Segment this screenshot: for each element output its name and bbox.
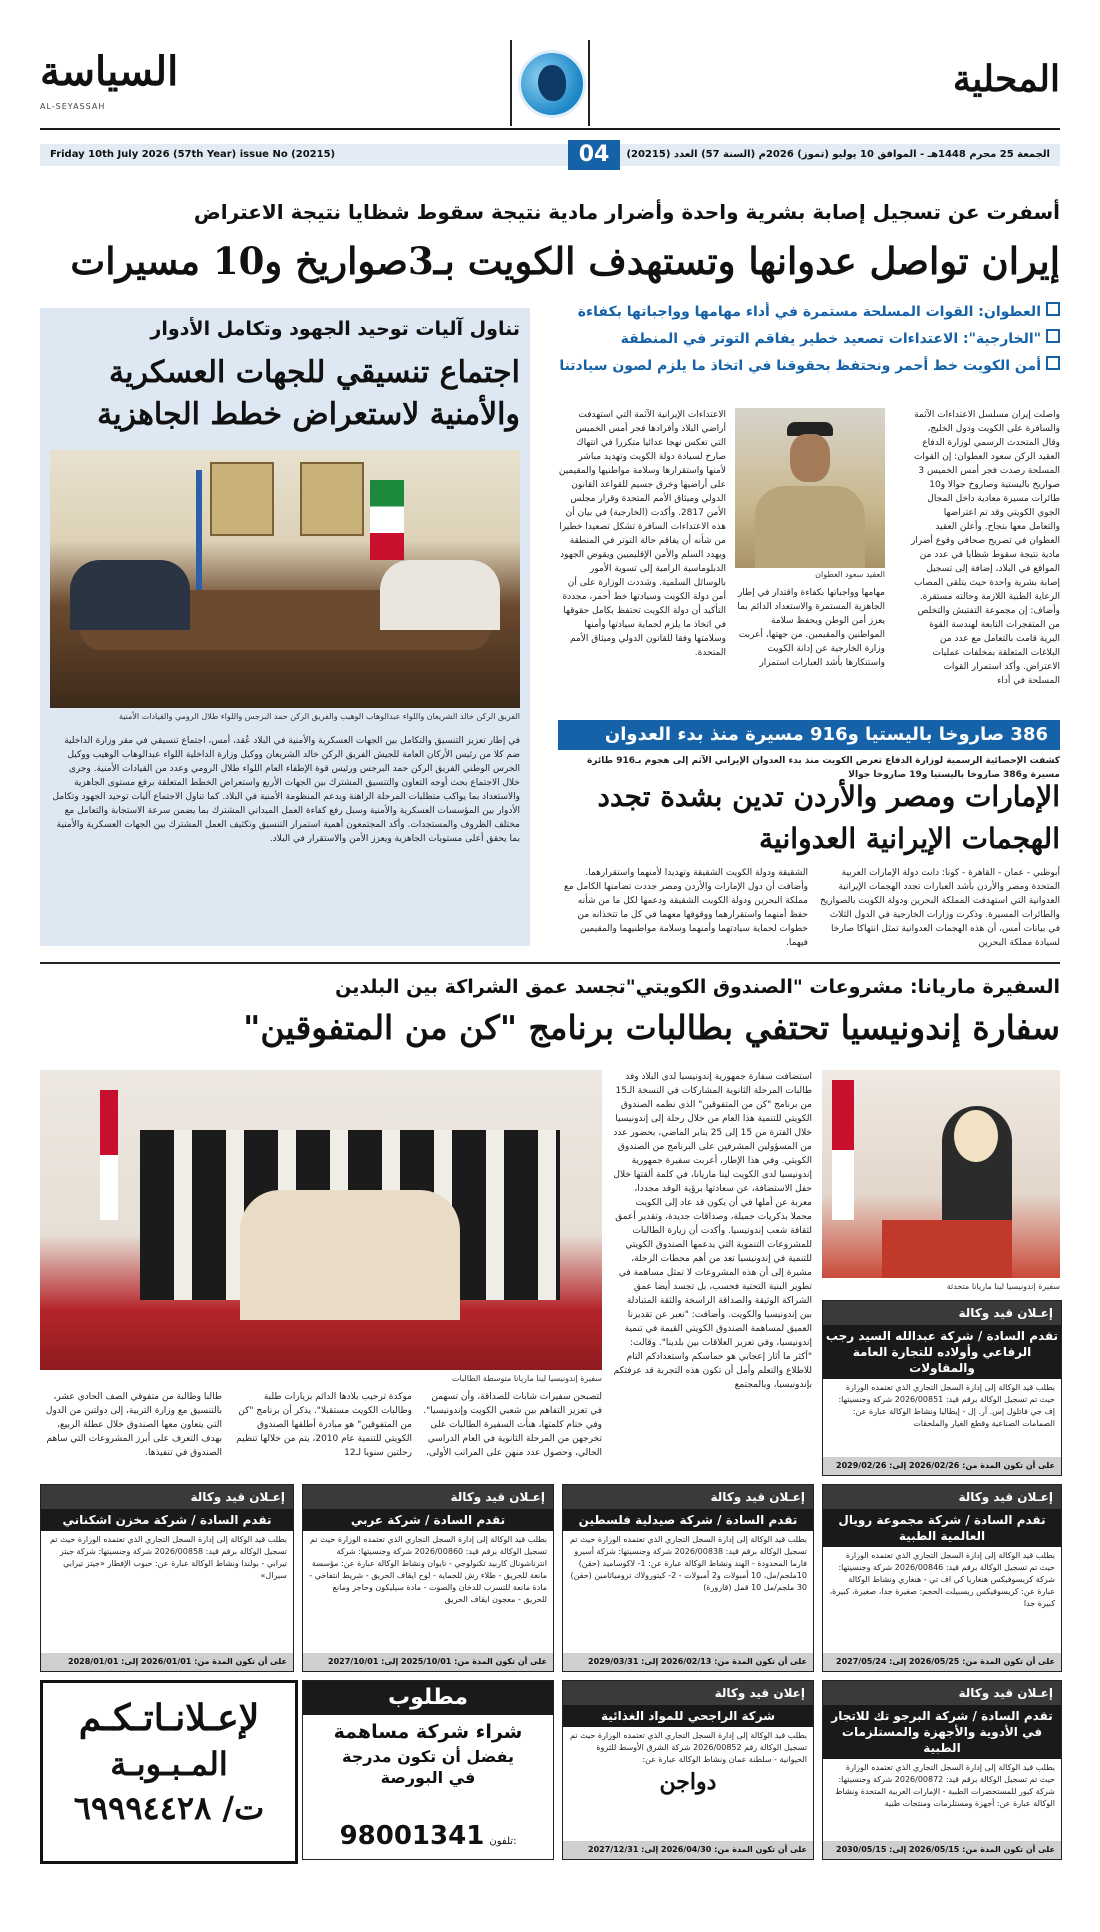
story3-headline[interactable]: الإمارات ومصر والأردن تدين بشدة تجدد الهجمات الإيرانية العدوانية xyxy=(597,780,1060,855)
ad-product: دواجن xyxy=(659,1769,717,1795)
ad-header: إعـلان قيد وكالة xyxy=(563,1485,813,1509)
ad-body: بطلب قيد الوكالة إلى إدارة السجل التجاري الذي تعتمده الوزارة حيث تم تسجيل الوكالة برقم قيد: 2026/00846 شركة وجنسيتها: شركة كريسوفيكس هنغاريا كي اف تي - هنغاري ونشاط الوكالة عبارة عن: كريسوفيكس ريسبيلت الحجم: صغيرة جدا، صغيرة، كبيرة، كبيرة جدا xyxy=(829,1551,1055,1608)
story3-column: أبوظبي - عمان - القاهرة - كونا: دانت دولة الإمارات العربية المتحدة ومصر والأردن بأشد العبارات تجدد الهجمات الإيرانية العدوانية التي استهدفت المملكة البحرين ودولة الكويت بالصواريخ والطائرات المسيرة. وذكرت وزارات الخارجية في الدول الثلاث في بيانات أمس، أن هذه الهجمات العدوانية تمثل انتهاكا صارخا لسيادة مملكة البحرين xyxy=(819,868,1060,948)
story1-kicker: أسفرت عن تسجيل إصابة بشرية واحدة وأضرار مادية نتيجة سقوط شظايا نتيجة الاعتراض xyxy=(193,200,1060,224)
story1-headline[interactable]: إيران تواصل عدوانها وتستهدف الكويت بـ3صواريخ و10 مسيرات xyxy=(70,239,1060,283)
story1-column: مهامها وواجباتها بكفاءة واقتدار في إطار الجاهزية المستمرة والاستعداد الدائم بما يعزز أمن الوطن ويحفظ سلامة المواطنين والمقيمين. من جهتها، أعربت وزارة الخارجية عن إدانة الكويت واستنكارها بأشد العبارات استمرار xyxy=(737,588,885,668)
ad-header: إعـلان قيد وكالة xyxy=(823,1301,1061,1325)
masthead-divider xyxy=(510,40,512,126)
ad-footer: على أن تكون المدة من: 2026/04/30 إلى: 2027/12/31 xyxy=(563,1841,813,1859)
wanted-line: في البورصة xyxy=(380,1768,476,1787)
flag-shape xyxy=(100,1090,118,1220)
story1-column: واصلت إيران مسلسل الاعتداءات الآثمة والسافرة على الكويت ودول الخليج، وقال المتحدث الرسمي لوزارة الدفاع العقيد الركن سعود العطوان: إن القوات المسلحة رصدت فجر أمس الخميس 3 صواريخ باليستية وصاروخ جوالا و10 طائرات مسيرة معادية داخل المجال الجوي الكويتي وقد تم اعتراضها والتعامل معها بنجاح. وأعلن العقيد العطوان في تصريح صحافي وقوع أضرار مادية نتيجة سقوط شظايا في عدد من المواقع في البلاد، إضافة إلى تسجيل إصابة بشرية واحدة حيث يتلقى المصاب الرعاية الطبية اللازمة وحالته مستقرة. وأضاف: إن مجموعة التفتيش والتخلص من المتفجرات التابعة لهندسة القوة البرية قامت بالتعامل مع عدد من البلاغات المتعلقة بمخلفات عمليات الاعتراض. وأكد استمرار القوات المسلحة في أداء xyxy=(910,410,1060,686)
checkbox-icon xyxy=(1046,329,1060,343)
wanted-line: شراء شركة مساهمة xyxy=(333,1721,523,1743)
agency-ad[interactable] xyxy=(562,1680,814,1860)
story4-headline[interactable]: سفارة إندونيسيا تحتفي بطالبات برنامج "كن من المتفوقين" xyxy=(243,1008,1060,1047)
flag-shape xyxy=(370,480,404,560)
portrait-caption: العقيد سعود العطوان xyxy=(815,570,885,579)
wanted-phone[interactable]: 98001341 xyxy=(339,1821,485,1851)
masthead xyxy=(40,40,1060,130)
face-shape xyxy=(954,1110,998,1162)
classifieds-ad[interactable] xyxy=(40,1680,298,1864)
ad-header: إعـلان قيد وكالة xyxy=(823,1485,1061,1509)
ad-title: تقدم السادة / شركة مجموعة رويال العالمية الطبية xyxy=(823,1509,1061,1547)
agency-ad[interactable] xyxy=(40,1484,294,1672)
ad-footer: على أن تكون المدة من: 2026/05/15 إلى: 2030/05/15 xyxy=(823,1841,1061,1859)
story1-bullet: العطوان: القوات المسلحة مستمرة في أداء مهامها وواجباتها بكفاءة xyxy=(570,302,1060,320)
agency-ad[interactable] xyxy=(822,1484,1062,1672)
group-caption: سفيرة إندونيسيا لينا ماريانا متوسطة الطالبات xyxy=(451,1374,602,1383)
ad-title: تقدم السادة / شركة عبدالله السيد رجب الرفاعي وأولاده للتجارة العامة والمقاولات xyxy=(823,1325,1061,1379)
ambassador-caption: سفيرة إندونيسيا لينا ماريانا متحدثة xyxy=(946,1282,1060,1291)
ambassador-photo[interactable] xyxy=(822,1070,1060,1278)
uniform-shape xyxy=(755,486,865,568)
ad-title: تقدم السادة / شركة عربي xyxy=(303,1509,553,1531)
ad-header: إعـلان قيد وكالة xyxy=(823,1681,1061,1705)
portrait-photo[interactable] xyxy=(735,408,885,568)
ad-title: تقدم السادة / شركة البرجو تك للاتجار في الأدوية والأجهزة والمستلزمات الطبية xyxy=(823,1705,1061,1759)
ad-footer: على أن تكون المدة من: 2026/05/25 إلى: 2027/05/24 xyxy=(823,1653,1061,1671)
ad-footer: على أن تكون المدة من: 2026/02/26 إلى: 2029/02/26 xyxy=(823,1457,1061,1475)
face-shape xyxy=(790,434,830,482)
story4-kicker: السفيرة ماريانا: مشروعات "الصندوق الكويتي"تجسد عمق الشراكة بين البلدين xyxy=(335,976,1060,998)
ad-header: إعـلان قيد وكالة xyxy=(303,1485,553,1509)
story2-caption: الفريق الركن خالد الشريعان واللواء عبدالوهاب الوهيب والفريق الركن حمد البرجس واللواء طلال الرومي والقيادات الأمنية xyxy=(118,712,520,721)
story4-column: موكدة ترحيب بلادها الدائم بزيارات طلبة وطالبات الكويت مستقبلا". يذكر أن برنامج "كن من المتفوقين" هو مبادرة أطلقها الصندوق الكويتي للتنمية عام 2010، يتم من خلالها تنظيم رحلتين سنويا لـ12 xyxy=(236,1392,412,1458)
ad-footer: على أن تكون المدة من: 2026/02/13 إلى: 2029/03/31 xyxy=(563,1653,813,1671)
story2-panel xyxy=(40,308,530,946)
ad-body: بطلب قيد الوكالة إلى إدارة السجل التجاري الذي تعتمده الوزارة حيث تم تسجيل الوكالة برقم قيد: 2026/00858 شركة وجنسيتها: شركة جيتز تيرابي - بولندا ونشاط الوكالة عبارة عن: حبوب الإفطار «جيتز تيرابي سيرال» xyxy=(49,1535,287,1580)
stats-bar-text: 386 صاروخا باليستيا و916 مسيرة منذ بدء العدوان xyxy=(604,724,1048,745)
wanted-line: يفضل أن تكون مدرجة xyxy=(341,1747,514,1766)
wanted-ad[interactable] xyxy=(302,1680,554,1860)
stats-body: كشفت الإحصائية الرسمية لوزارة الدفاع تعرض الكويت منذ بدء العدوان الإيراني الآثم إلى هجوم بـ916 طائرة مسيرة و386 صاروخا باليستيا و19 صاروخا جوالا xyxy=(586,756,1060,780)
story2-headline[interactable]: اجتماع تنسيقي للجهات العسكرية والأمنية لاستعراض خطط الجاهزية xyxy=(97,355,520,432)
classifieds-phone[interactable]: ت/ ٦٩٩٩٤٤٢٨ xyxy=(73,1789,265,1827)
wanted-phone-label: تلفون: xyxy=(489,1836,517,1847)
podium-shape xyxy=(882,1220,1012,1278)
story4-column: طالبا وطالبة من متفوقي الصف الحادي عشر، بالتنسيق مع وزارة التربية، إلى دولتين من الدول التي يتعاون معها الصندوق خلال عطلة الربيع، بهدف التعرف على أبرز المشروعات التي ساهم الصندوق في تنفيذها. xyxy=(45,1392,222,1458)
ad-title: تقدم السادة / شركة صيدلية فلسطين xyxy=(563,1509,813,1531)
wanted-phone-row xyxy=(303,1821,553,1851)
ad-footer: على أن تكون المدة من: 2025/10/01 إلى: 2027/10/01 xyxy=(303,1653,553,1671)
checkbox-icon xyxy=(1046,356,1060,370)
attendees-shape xyxy=(70,560,190,630)
ad-body: بطلب قيد الوكالة إلى إدارة السجل التجاري الذي تعتمده الوزارة حيث تم تسجيل الوكالة برقم قيد: 2026/00860 شركة وجنسيتها: شركة انترناشونال كاربيد تكنولوجي - تايوان ونشاط الوكالة عبارة عن: مؤسسة مانعة للحريق - طلاء رش للحماية - لوح ايقاف الحريق - شريط انتفاخي - مادة مانعة للتسرب للدخان والصوت - مادة سيليكون وحاجز ومانع للحريق - معجون ايقاف الحريق xyxy=(309,1535,547,1604)
story1-column: الاعتداءات الإيرانية الآثمة التي استهدفت أراضي البلاد وأفرادها فجر أمس الخميس التي تعكس نهجا عدائيا متكررا في انتهاك صارخ لسيادة دولة الكويت وتهديد مباشر لأمنها واستقرارها وسلامة مواطنيها والمقيمين على أراضيها وخرق جسيم للقواعد القانون الدولي وميثاق الأمم المتحدة وقرار مجلس الأمن 2817. وأكدت (الخارجية) في بيان أن هذه الاعتداءات السافرة تشكل تصعيدا خطيرا من شأنه أن يفاقم حالة التوتر في المنطقة ويهدد السلم والأمن الإقليميين ويقوض الجهود الدبلوماسية الرامية إلى تسوية الأمور بالوسائل السلمية. وشددت الوزارة على أن أمن دولة الكويت وسيادتها خط أحمر، مجددة التأكيد أن دولة الكويت تحتفظ بكامل حقوقها في اتخاذ ما يلزم لحماية سيادتها وأمنها وسلامتها وفقا للقانون الدولي وميثاق الأمم المتحدة. xyxy=(558,410,726,658)
ad-header: إعـلان قيد وكالة xyxy=(41,1485,293,1509)
portrait-frame xyxy=(300,462,364,536)
flag-shape xyxy=(832,1080,854,1220)
dateline-bar xyxy=(40,144,1060,166)
story2-body: في إطار تعزيز التنسيق والتكامل بين الجهات العسكرية والأمنية في البلاد عُقد، أمس، اجتماع تنسيقي في مقر وزارة الداخلية ضم كلا من رئيس الأركان العامة للجيش الفريق الركن خالد الشريعان ووكيل وزارة الداخلية اللواء عبدالوهاب الوهيب ووكيل الحرس الوطني الفريق الركن حمد البرجس ورئيس قوة الإطفاء العام اللواء طلال الرومي وعدد من القيادات الأمنية. وجرى خلال الاجتماع بحث أوجه التعاون والتنسيق المشترك بين الجهات الأربع واستعراض الخطط المتعلقة برفع مستوى الجاهزية والاستعداد بما يواكب متطلبات المرحلة الراهنة ويدعم المنظومة الأمنية في البلاد. كما تناول الاجتماع آليات توحيد الجهود وتكامل الأدوار بين المؤسسات العسكرية والأمنية وسبل رفع كفاءة العمل الميداني المشترك بما يضمن سرعة الاستجابة والتعامل مع مختلف الظروف والمستجدات. وأكد المجتمعون أهمية استمرار التنسيق وتكثيف العمل المشترك بين الجهات العسكرية والأمنية بما يحقق أعلى مستويات الجاهزية ويعزز الأمن والاستقرار في البلاد. xyxy=(52,736,520,844)
page-number: 04 xyxy=(568,140,620,170)
portrait-frame xyxy=(210,462,274,536)
meeting-photo[interactable] xyxy=(50,450,520,708)
masthead-divider xyxy=(588,40,590,126)
date-arabic: الجمعة 25 محرم 1448هـ - الموافق 10 يوليو (تموز) 2026م (السنة 57) العدد (20215) xyxy=(626,149,1050,160)
story4-column: لتصبحن سفيرات شابات للصداقة، وأن تسهمن في تعزيز التفاهم بين شعبي الكويت وإندونيسيا". وفي ختام كلمتها، هنأت السفيرة الطالبات على تخرجهن من المرحلة الثانوية في العام الدراسي الحالي، وحصول عدد منهن على المراتب الأولى، xyxy=(423,1392,602,1458)
section-title: المحلية xyxy=(952,58,1060,100)
story4-column: استضافت سفارة جمهورية إندونيسيا لدى البلاد وفد طالبات المرحلة الثانوية المشاركات في النسخة الـ15 من برنامج "كن من المتفوقين" الذي نظمه الصندوق الكويتي للتنمية هذا العام من خلال رحلة إلى إندونيسيا خلال الفترة من 15 إلى 25 يناير الماضي، بحضور عدد من المسؤولين المشرفين على البرنامج من الصندوق الكويتي. وفي هذا الإطار، أعربت سفيرة جمهورية إندونيسيا لدى الكويت لينا ماريانا، في كلمة ألقتها خلال حفل الاستضافة، عن سعادتها برؤية الوفد مجددا، معربة عن أملها في أن يكون قد عاد إلى الكويت محملا بذكريات جميلة، وصداقات جديدة، وتقدير أعمق لثقافة شعب إندونيسيا. وأكدت أن زيارة الطالبات للمشروعات التنموية التي يدعمها الصندوق الكويتي للتنمية في إندونيسيا تعد من أهم محطات الرحلة، مشيرة إلى أن هذه المشروعات لا تمثل مساهمة في تطوير البنية التحتية فحسب، بل تجسد أيضا عمق الشراكة الوثيقة والصداقة الراسخة والثقة المتبادلة بين إندونيسيا والكويت. وأضافت: "نعبر عن تقديرنا العميق لمساهمة الصندوق الكويتي القيمة في تنمية إندونيسيا، وفي تعزيز العلاقات بين بلدينا". وقالت: "أكثر ما أثار إعجابي هو حماسكم واستعدادكم التام للاطلاع والتعلم وأمل أن تكون هذه التجربة قد عرفتكم بإندونيسيا، وبالمجتمع xyxy=(613,1072,812,1390)
ad-header: إعلان قيد وكالة xyxy=(563,1681,813,1705)
ad-body: بطلب قيد الوكالة إلى إدارة السجل التجاري الذي تعتمده الوزارة حيث تم تسجيل الوكالة برقم قيد: 2026/00872 شركة وجنسيتها: شركة كيور للمستحضرات الطبية - الإمارات العربية المتحدة ونشاط الوكالة عبارة عن: أجهزة ومستلزمات ومنتجات طبية xyxy=(835,1763,1055,1808)
front-row-shape xyxy=(240,1190,460,1320)
classifieds-line: لإعـلانـاتـكـم xyxy=(78,1697,260,1739)
story3-column: الشقيقة ودولة الكويت الشقيقة وتهديدا لأمنهما واستقرارهما. وأضافت أن دول الإمارات والأردن ومصر جددت تضامنها الكامل مع مملكة البحرين ودولة الكويت الشقيقة ودعمها لكل ما من شأنه حفظ أمنهما واستقرارهما ووقوفها معهما في كل ما تتخذانه من خطوات لحماية سيادتهما وأمنهما وسلامة مواطنيهما والمقيمين فيهما. xyxy=(564,868,808,948)
story1-bullet: "الخارجية": الاعتداءات تصعيد خطير يفاقم التوتر في المنطقة xyxy=(570,329,1060,347)
story1-bullet: أمن الكويت خط أحمر ونحتفظ بحقوقنا في اتخاذ ما يلزم لصون سيادتنا xyxy=(570,356,1060,374)
flag-shape xyxy=(196,470,202,590)
date-english: Friday 10th July 2026 (57th Year) issue No (20215) xyxy=(50,149,336,160)
ad-footer: على أن تكون المدة من: 2026/01/01 إلى: 2028/01/01 xyxy=(41,1653,293,1671)
ad-title: شركة الراجحي للمواد الغذائية xyxy=(563,1705,813,1727)
ad-body: بطلب قيد الوكالة إلى إدارة السجل التجاري الذي تعتمده الوزارة حيث تم تسجيل الوكالة برقم قيد: 2026/00838 شركة وجنسيتها: شركة أسيرو فارما المحدودة - الهند ونشاط الوكالة عبارة عن: 1- لاكوساميد (حقن) 10ملجم/مل، 10 أمبولات و2 أمبولات - 2- كيتورولاك ترومياثامين (حقن) 30 ملجم/مل 10 قمل (قارورة) xyxy=(569,1535,807,1592)
story2-kicker: تناول آليات توحيد الجهود وتكامل الأدوار xyxy=(150,318,520,340)
agency-ad[interactable] xyxy=(822,1680,1062,1860)
checkbox-icon xyxy=(1046,302,1060,316)
newspaper-logo[interactable]: السياسة xyxy=(40,48,179,95)
agency-ad[interactable] xyxy=(302,1484,554,1672)
falcon-emblem-icon xyxy=(518,50,586,118)
ad-body: بطلب قيد الوكالة إلى إدارة السجل التجاري الذي تعتمده الوزارة حيث تم تسجيل الوكالة رقم 2026/00852 شركة الشرق الأوسط للثروة الحيوانية - سلطنة عمان ونشاط الوكالة عبارة عن: xyxy=(569,1731,807,1764)
story1-bullets xyxy=(559,302,1060,383)
ad-body: بطلب قيد الوكالة إلى إدارة السجل التجاري الذي تعتمده الوزارة حيث تم تسجيل الوكالة برقم قيد: 2026/00851 شركة وجنسيتها: إف جي فاتلول إس. آر. إل - إيطاليا ونشاط الوكالة عبارة عن: الصمامات الصناعية وقطع الغيار والملحقات xyxy=(838,1383,1055,1428)
agency-ad[interactable] xyxy=(822,1300,1062,1476)
group-photo[interactable] xyxy=(40,1070,602,1370)
wanted-title: مطلوب xyxy=(303,1681,553,1715)
logo-subtitle: AL-SEYASSAH xyxy=(40,102,106,111)
stats-bar xyxy=(558,720,1060,750)
ad-title: تقدم السادة / شركة مخزن اشكناني xyxy=(41,1509,293,1531)
section-divider xyxy=(40,962,1060,964)
attendees-shape xyxy=(380,560,500,630)
classifieds-line: المـبـوبـة xyxy=(110,1745,228,1783)
agency-ad[interactable] xyxy=(562,1484,814,1672)
